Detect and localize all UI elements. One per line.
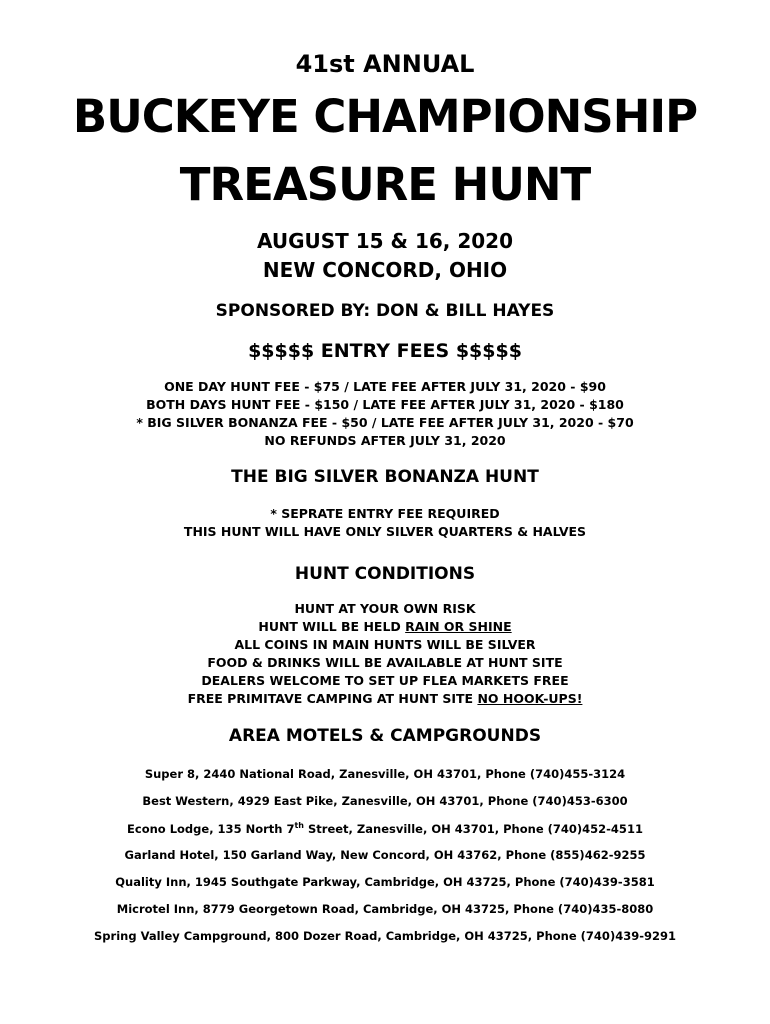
title-line-2: TREASURE HUNT	[179, 158, 591, 211]
no-hookups-underlined: NO HOOK-UPS!	[477, 691, 583, 706]
event-location: NEW CONCORD, OHIO	[262, 258, 508, 282]
bonanza-line: * SEPRATE ENTRY FEE REQUIRED	[270, 506, 500, 521]
lodging-entry	[0, 821, 770, 836]
sponsor-line: SPONSORED BY: DON & BILL HAYES	[215, 301, 555, 321]
fee-line: BOTH DAYS HUNT FEE - $150 / LATE FEE AFTER JULY 31, 2020 - $180	[146, 397, 624, 412]
bonanza-heading: THE BIG SILVER BONANZA HUNT	[231, 467, 539, 487]
lodging-entry: Quality Inn, 1945 Southgate Parkway, Cambridge, OH 43725, Phone (740)439-3581	[115, 875, 655, 889]
rain-or-shine-underlined: RAIN OR SHINE	[405, 619, 512, 634]
condition-text: HUNT WILL BE HELD	[258, 619, 406, 634]
condition-line	[0, 691, 770, 706]
lodging-entry: Best Western, 4929 East Pike, Zanesville, OH 43701, Phone (740)453-6300	[142, 794, 628, 808]
condition-line: ALL COINS IN MAIN HUNTS WILL BE SILVER	[234, 637, 536, 652]
conditions-heading: HUNT CONDITIONS	[294, 564, 476, 584]
lodging-text: Econo Lodge, 135 North 7	[127, 821, 295, 836]
lodging-text: Street, Zanesville, OH 43701, Phone (740)452-4511	[304, 821, 643, 836]
fee-line: ONE DAY HUNT FEE - $75 / LATE FEE AFTER JULY 31, 2020 - $90	[164, 379, 606, 394]
lodging-entry: Garland Hotel, 150 Garland Way, New Concord, OH 43762, Phone (855)462-9255	[124, 848, 646, 862]
fee-line: * BIG SILVER BONANZA FEE - $50 / LATE FEE AFTER JULY 31, 2020 - $70	[136, 415, 634, 430]
fee-line: NO REFUNDS AFTER JULY 31, 2020	[264, 433, 506, 448]
condition-text: FREE PRIMITAVE CAMPING AT HUNT SITE	[187, 691, 478, 706]
title-line-1: BUCKEYE CHAMPIONSHIP	[72, 90, 698, 143]
entry-fees-heading: $$$$$ ENTRY FEES $$$$$	[248, 340, 522, 362]
lodging-entry: Microtel Inn, 8779 Georgetown Road, Cambridge, OH 43725, Phone (740)435-8080	[116, 902, 654, 916]
condition-line: HUNT AT YOUR OWN RISK	[294, 601, 476, 616]
bonanza-line: THIS HUNT WILL HAVE ONLY SILVER QUARTERS & HALVES	[183, 524, 587, 539]
event-date: AUGUST 15 & 16, 2020	[256, 229, 514, 253]
superscript-th: th	[294, 821, 304, 830]
lodging-entry: Spring Valley Campground, 800 Dozer Road, Cambridge, OH 43725, Phone (740)439-9291	[94, 929, 676, 943]
lodging-heading: AREA MOTELS & CAMPGROUNDS	[228, 726, 542, 746]
lodging-entry: Super 8, 2440 National Road, Zanesville, OH 43701, Phone (740)455-3124	[144, 767, 626, 781]
condition-line	[0, 619, 770, 634]
condition-line: DEALERS WELCOME TO SET UP FLEA MARKETS FREE	[201, 673, 569, 688]
condition-line: FOOD & DRINKS WILL BE AVAILABLE AT HUNT SITE	[207, 655, 563, 670]
annual-label: 41st ANNUAL	[295, 50, 475, 78]
